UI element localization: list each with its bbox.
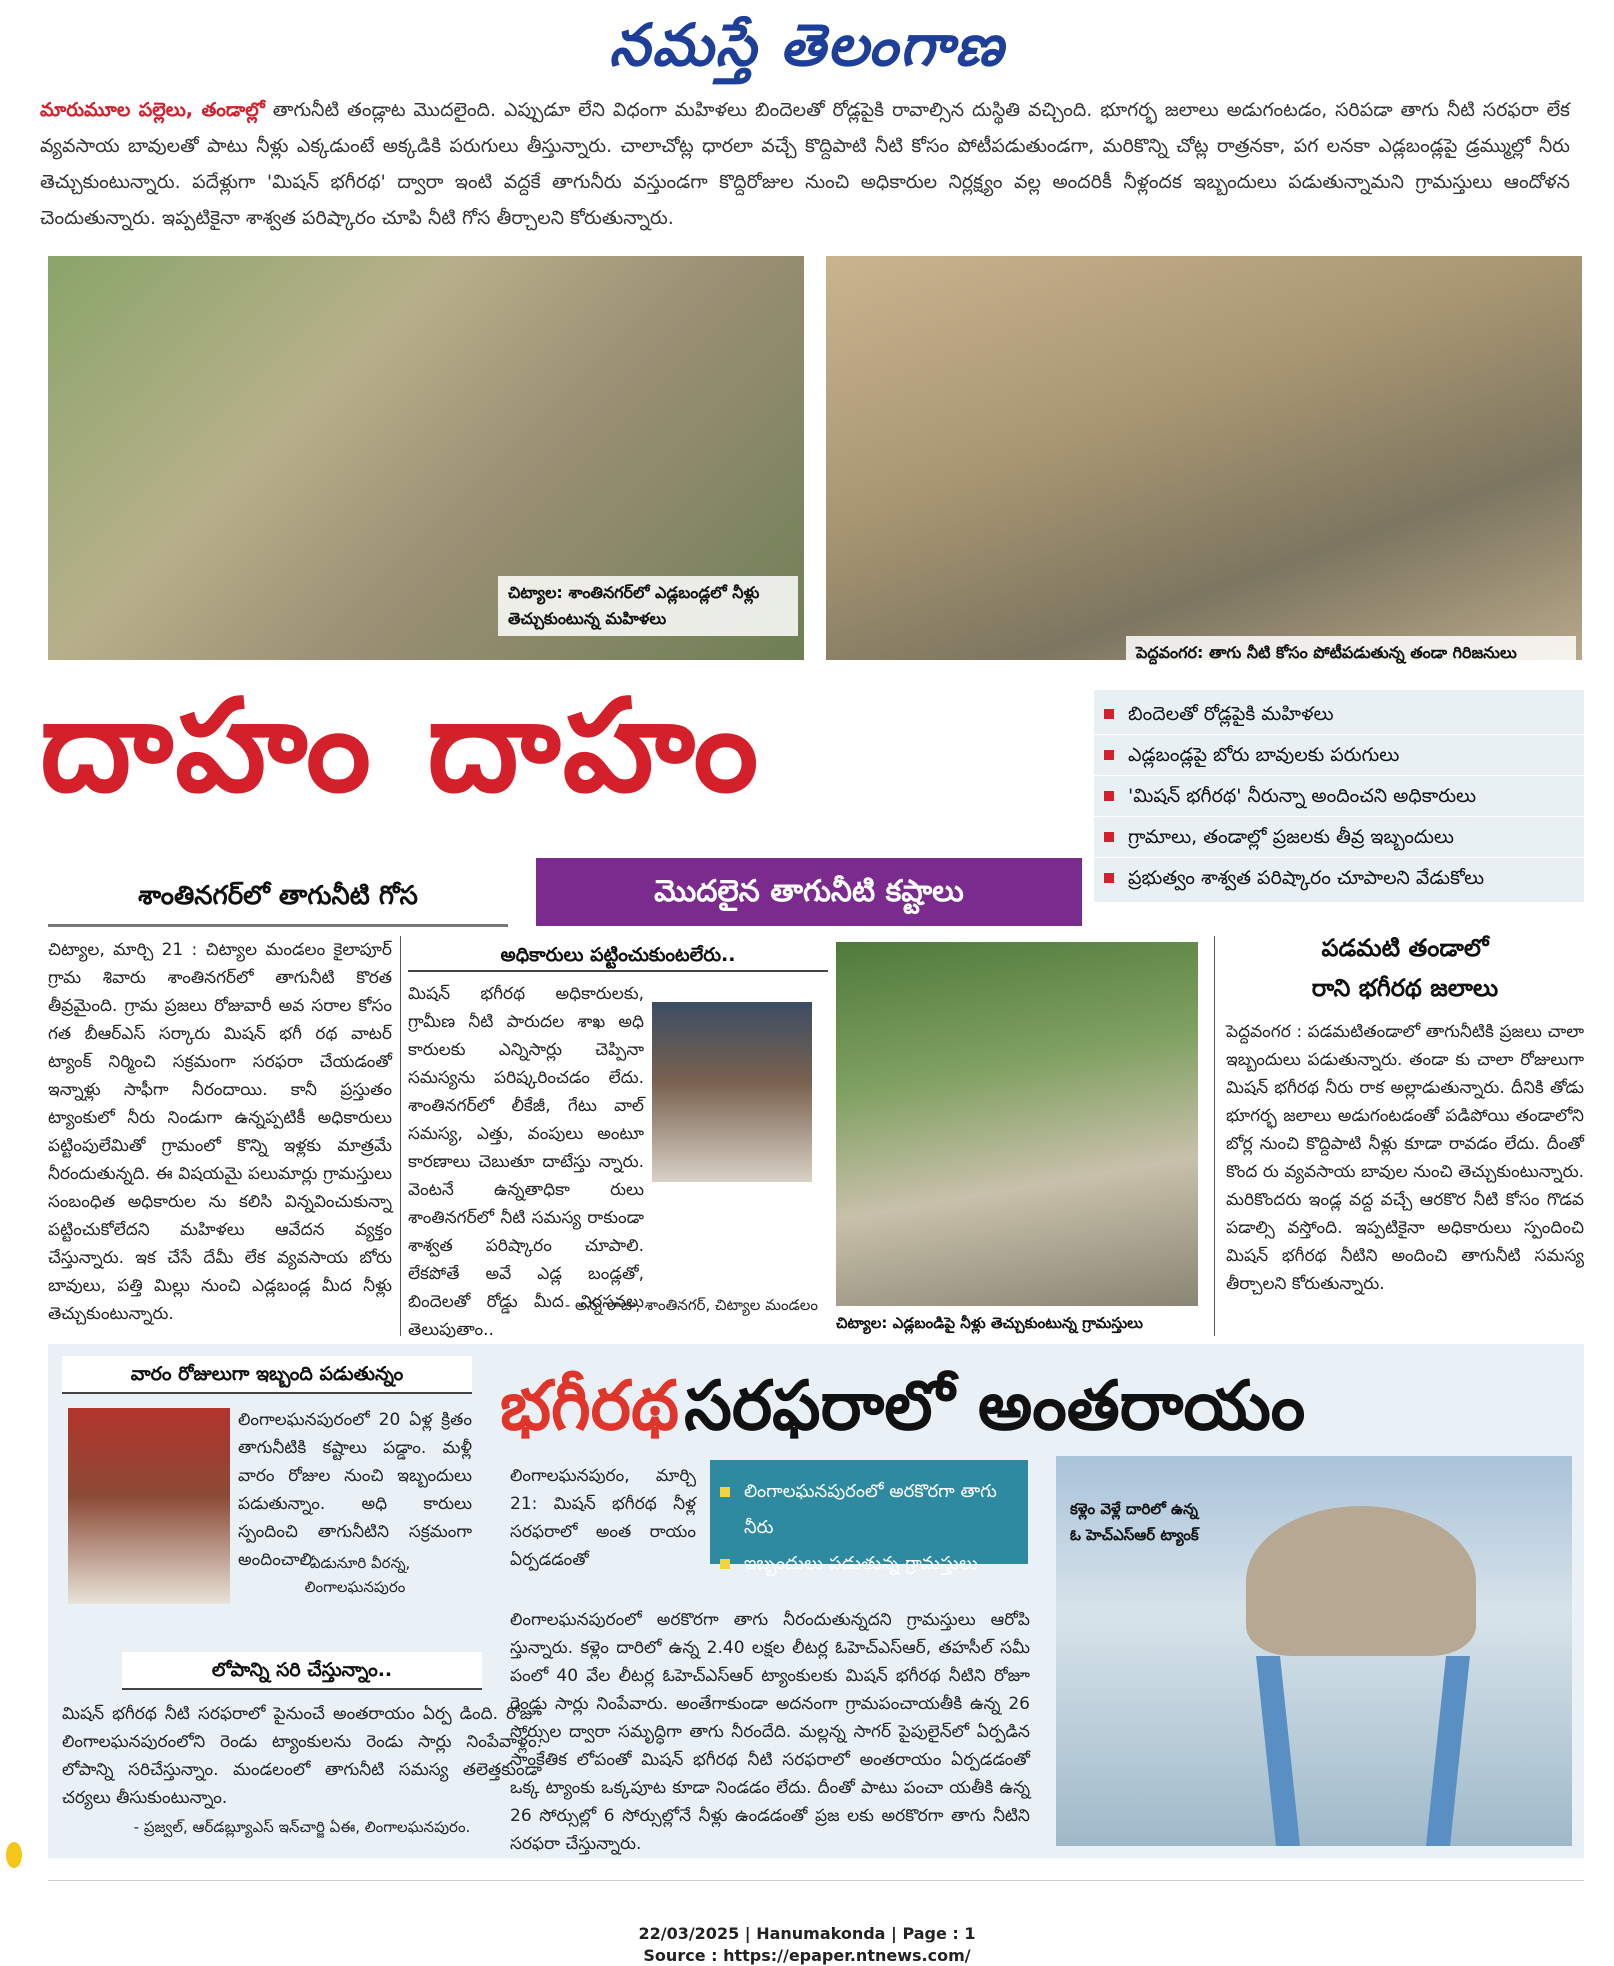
bullet-text: 'మిషన్ భగీరథ' నీరున్నా అందించని అధికారులు <box>1128 785 1477 807</box>
box-body: మిషన్ భగీరథ నీటి సరఫరాలో పైనుంచే అంతరాయం ఏర్ప డింది. రోజూ లింగాలఘనపురంలోని రెండు ట్యాంకులను రెండు సార్లు నింపేవాళ్లం. లోపాన్ని సరిచేస్తున్నాం. మండలంలో తాగునీటి సమస్య తలెత్తకుండా చర్యలు తీసుకుంటున్నాం. <box>62 1704 542 1808</box>
masthead-title: నమస్తే తెలంగాణ <box>609 11 1005 79</box>
officials-quote-box <box>408 940 828 1340</box>
story2-headline-line1: పడమటి తండాలో <box>1321 934 1489 962</box>
photo-women-carrying-pots <box>48 256 804 660</box>
box-body: మిషన్ భగీరథ అధికారులకు, గ్రామీణ నీటి పారుదల శాఖ అధి కారులకు ఎన్నిసార్లు చెప్పినా సమస్యను పరిష్కరించడం లేదు. శాంతినగర్‌లో లీకేజీ, గేటు వాల్ సమస్య, ఎత్తు, వంపులు అంటూ కారణాలు చెబుతూ దాటేస్తు న్నారు. వెంటనే ఉన్నతాధికా రులు శాంతినగర్‌లో నీటి సమస్య రాకుండా శాశ్వత పరిష్కారం చూపాలి. లేకపోతే అవే ఎడ్ల బండ్లతో, బిందెలతో రోడ్డు మీద నిరసనలు తెలుపుతాం.. <box>408 984 644 1340</box>
bullet-text: బిందెలతో రోడ్లపైకి మహిళలు <box>1128 703 1334 725</box>
story3-headline-red: భగీరథ <box>500 1367 679 1446</box>
bullet-text: గ్రామాలు, తండాల్లో ప్రజలకు తీవ్ర ఇబ్బందులు <box>1128 826 1454 848</box>
box-title: వారం రోజులుగా ఇబ్బంది పడుతున్నం <box>62 1356 472 1394</box>
main-headline: దాహం దాహం <box>40 672 765 821</box>
official-statement-box <box>62 1652 542 1852</box>
bullet-text: ప్రభుత్వం శాశ్వత పరిష్కారం చూపాలని వేడుకోలు <box>1128 867 1485 889</box>
bullet-item <box>1094 857 1584 898</box>
story2 <box>1226 928 1584 1336</box>
footer-divider <box>48 1880 1584 1881</box>
subheadline-bar: మొదలైన తాగునీటి కష్టాలు <box>536 858 1082 926</box>
bullet-item <box>1094 694 1584 734</box>
headline-bullets <box>1094 690 1584 902</box>
bullet-text: ఇబ్బందులు పడుతున్న గ్రామస్తులు <box>744 1553 979 1574</box>
story2-headline-line2: రాని భగీరథ జలాలు <box>1311 974 1499 1002</box>
bullet-item <box>710 1546 1028 1582</box>
photo-caption-text: పెద్దవంగర: తాగు నీటి కోసం పోటీపడుతున్న తండా గిరిజనులు <box>1136 643 1517 662</box>
photo-caption <box>498 576 798 636</box>
story3-body: లింగాలఘనపురంలో అరకొరగా తాగు నీరందుతున్నదని గ్రామస్తులు ఆరోపి స్తున్నారు. కళ్లెం దారిలో ఉన్న 2.40 లక్షల లీటర్ల ఓహెచ్‌ఎస్‌ఆర్, తహసీల్ సమీ పంలో 40 వేల లీటర్ల ఓహెచ్‌ఎస్‌ఆర్ ట్యాంకులకు మిషన్ భగీరథ నీటిని రోజూ రెండు సార్లు నింపేవారు. అంతేగాకుండా అదనంగా గ్రామపంచాయతీకి ఉన్న 26 సోర్సుల ద్వారా సమృద్ధిగా తాగు నీరందేది. మల్లన్న సాగర్ పైపులైన్‌లో ఏర్పడిన సాంకేతిక లోపంతో మిషన్ భగీరథ నీటి సరఫరాలో అంతరాయం ఏర్పడడంతో ఒక్క ట్యాంకు ఒక్కపూట కూడా నిండడం లేదు. దీంతో పాటు పంచా యతీకి ఉన్న 26 సోర్సుల్లో 6 సోర్సుల్లోనే నీళ్లు ఉండడంతో ప్రజ లకు అరకొరగా తాగు నీటిని సరఫరా చేస్తున్నారు. <box>510 1610 1030 1854</box>
tank-caption: కళ్లెం వెళ్లే దారిలో ఉన్న ఓ హెచ్‌ఎస్‌ఆర్ ట్యాంక్ <box>1070 1500 1199 1544</box>
story2-body: పెద్దవంగర : పడమటితండాలో తాగునీటికి ప్రజలు చాలా ఇబ్బందులు పడుతున్నారు. తండా కు చాలా రోజులుగా మిషన్ భగీరథ నీరు రాక అల్లాడుతున్నారు. దీనికి తోడు భూగర్భ జలాలు అడుగంటడంతో పడిపోయి తండాలోని బోర్ల నుంచి కొద్దిపాటి నీళ్లు కూడా రావడం లేదు. దీంతో కొంద రు వ్యవసాయ బావుల నుంచి తెచ్చుకుంటున్నారు. మరికొందరు ఇండ్ల వద్ద వచ్చే ఆరకొర నీటి కోసం గొడవ పడాల్సి వస్తోంది. ఇప్పటికైనా అధికారులు స్పందించి మిషన్ భగీరథ నీటిని అందించి తాగునీటి సమస్య తీర్చాలని కోరుతున్నారు. <box>1226 1022 1584 1294</box>
tank-body <box>1246 1506 1476 1656</box>
masthead <box>0 0 1614 90</box>
bullet-marker <box>1104 791 1114 801</box>
story1-body: చిట్యాల, మార్చి 21 : చిట్యాల మండలం కైలాపూర్ గ్రామ శివారు శాంతినగర్‌లో తాగునీటి కొరత తీవ్రమైంది. గ్రామ ప్రజలు రోజువారీ అవ సరాల కోసం గత బీఆర్‌ఎస్ సర్కారు మిషన్ భగీ రథ వాటర్ ట్యాంక్ నిర్మించి సక్రమంగా సరఫరా చేయడంతో ఇన్నాళ్లు సాఫీగా నీరందాయి. కానీ ప్రస్తుతం ట్యాంకులో నీరు నిండుగా ఉన్నప్పటికీ అధికారులు పట్టింపులేమితో గ్రామంలో కొన్ని ఇళ్లకు మాత్రమే నీరందుతున్నది. ఈ విషయమై పలుమార్లు గ్రామస్తులు సంబంధిత అధికారుల ను కలిసి విన్నవించుకున్నా పట్టించుకోలేదని మహిళలు ఆవేదన వ్యక్తం చేస్తున్నారు. ఇక చేసే దేమీ లేక వ్యవసాయ బోరు బావులు, పత్తి మిల్లు నుంచి ఎడ్లబండ్ల మీద నీళ్లు తెచ్చుకుంటున్నారు. <box>48 940 392 1324</box>
photo-caption <box>1126 636 1576 670</box>
bullet-marker <box>1104 750 1114 760</box>
bullet-item <box>1094 816 1584 857</box>
tank-pillar <box>1256 1656 1300 1846</box>
box-credit-place: లింగాలఘనపురం <box>304 1578 406 1596</box>
story3-bullets <box>710 1460 1028 1574</box>
bullet-marker <box>1104 832 1114 842</box>
bullet-item <box>1094 734 1584 775</box>
photo-tribal-water-pool <box>826 256 1582 660</box>
bullet-marker <box>720 1559 730 1569</box>
bullet-item <box>1094 775 1584 816</box>
story1-headline: శాంతినగర్‌లో తాగునీటి గోస <box>48 868 508 927</box>
bullet-text: లింగాలఘనపురంలో అరకొరగా తాగు నీరు <box>744 1481 997 1538</box>
box-credit: - అన్న రాజు, శాంతినగర్, చిట్యాల మండలం <box>564 1296 818 1314</box>
story3-intro: లింగాలఘనపురం, మార్చి 21: మిషన్ భగీరథ నీళ్ల సరఫరాలో అంత రాయం ఏర్పడడంతో <box>510 1466 696 1570</box>
photo-bullock-cart <box>836 942 1198 1306</box>
box-body: లింగాలఘనపురంలో 20 ఏళ్ల క్రితం తాగునీటికి కష్టాలు పడ్డాం. మళ్లీ వారం రోజుల నుంచి ఇబ్బందులు పడుతున్నాం. అధి కారులు స్పందించి తాగునీటిని సక్రమంగా అందించాలి. <box>238 1410 472 1570</box>
story3-headline-dark: సరఫరాలో అంతరాయం <box>684 1367 1306 1446</box>
lead-text: తాగునీటి తండ్లాట మొదలైంది. ఎప్పుడూ లేని విధంగా మహిళలు బిందెలతో రోడ్లపైకి రావాల్సిన దుస్థితి వచ్చింది. భూగర్భ జలాలు అడుగంటడం, సరిపడా తాగు నీటి సరఫరా లేక వ్యవసాయ బావులతో పాటు నీళ్లు ఎక్కడుంటే అక్కడికి పరుగులు తీస్తున్నారు. చాలాచోట్ల ధారలా వచ్చే కొద్దిపాటి నీటి కోసం పోటీపడుతుండగా, మరికొన్ని చోట్ల రాత్రనకా, పగ లనకా ఎడ్లబండ్లపై డ్రమ్ముల్లో నీరు తెచ్చుకుంటున్నారు. పదేళ్లుగా 'మిషన్ భగీరథ' ద్వారా ఇంటి వద్దకే తాగునీరు వస్తుండగా కొద్దిరోజుల నుంచి అధికారుల నిర్లక్ష్యం వల్ల అందరికీ నీళ్లందక ఇబ్బందులు పడుతున్నామని గ్రామస్తులు ఆందోళన చెందుతున్నారు. ఇప్పటికైనా శాశ్వత పరిష్కారం చూపి నీటి గోస తీర్చాలని కోరుతున్నారు. <box>40 99 1570 229</box>
photo-caption-text: చిట్యాల: శాంతినగర్‌లో ఎడ్లబండ్లలో నీళ్లు తెచ్చుకుంటున్న మహిళలు <box>508 583 760 628</box>
lead-highlight: మారుమూల పల్లెలు, తండాల్లో <box>40 99 265 121</box>
resident-quote-box <box>62 1356 472 1596</box>
story3-headline <box>500 1362 1590 1469</box>
person-photo <box>68 1408 230 1604</box>
bullet-marker <box>720 1487 730 1497</box>
column-divider <box>1214 936 1215 1336</box>
photo3-caption: చిట్యాల: ఎడ్లబండిపై నీళ్లు తెచ్చుకుంటున్న గ్రామస్తులు <box>836 1314 1143 1332</box>
box-title: లోపాన్ని సరి చేస్తున్నాం.. <box>122 1652 482 1690</box>
footer-source: Source : https://epaper.ntnews.com/ <box>643 1946 971 1965</box>
bullet-text: ఎడ్లబండ్లపై బోరు బావులకు పరుగులు <box>1128 744 1400 766</box>
footer-edition: 22/03/2025 | Hanumakonda | Page : 1 <box>638 1924 976 1943</box>
bullet-marker <box>1104 873 1114 883</box>
lead-paragraph <box>40 92 1570 236</box>
person-photo <box>652 1002 812 1182</box>
photo-water-tank <box>1056 1456 1572 1846</box>
column-divider <box>400 936 401 1336</box>
box-title: అధికారులు పట్టించుకుంటలేరు.. <box>408 940 828 972</box>
bullet-marker <box>1104 709 1114 719</box>
page-marker-dot <box>6 1842 22 1868</box>
box-credit-name: - ఏడునూరి వీరన్న, <box>299 1554 411 1572</box>
tank-pillar <box>1426 1656 1470 1846</box>
box-credit: - ప్రజ్వల్, ఆర్‌డబ్ల్యూఎస్ ఇన్‌చార్జి ఏఈ, లింగాలఘనపురం. <box>133 1818 471 1836</box>
bullet-item <box>710 1474 1028 1546</box>
